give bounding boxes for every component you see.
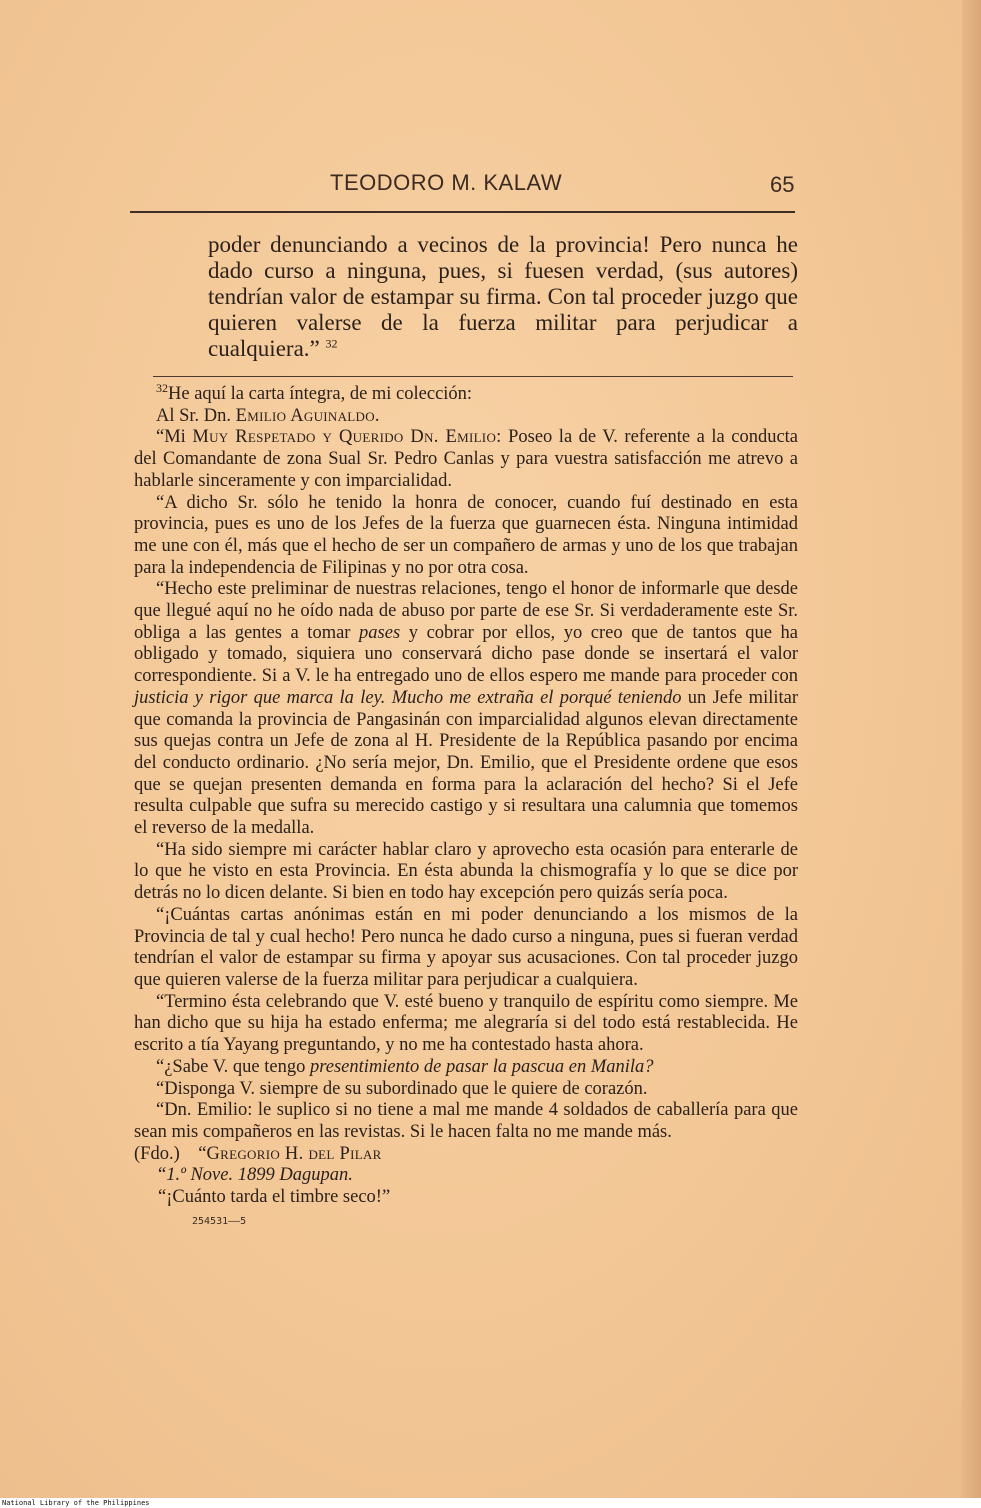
paragraph-3-text-c: un Jefe militar que comanda la provincia de Pangasinán con imparcialidad algunos elevan directamente sus quejas contra un Jefe de zona al H. Presidente de la República pasando por encima del conducto ordinario. ¿No sería mejor, Dn. Emilio, que el Presidente ordene que esos que se quejan presenten demanda en forma para la aclaración del hecho? Si el Jefe resulta culpable que sufra su merecido castigo y si resultara una calumnia que tomemos el reverso de la medalla. (134, 687, 798, 839)
page-number: 65 (770, 172, 795, 197)
running-title: TEODORO M. KALAW (330, 170, 563, 195)
source-credit: National Library of the Philippines (2, 1499, 150, 1507)
page-edge (962, 0, 981, 1500)
signature-prefix: (Fdo.) (134, 1143, 180, 1164)
letter-dateline (134, 1165, 798, 1187)
signature-name: Gregorio H. del Pilar (206, 1143, 382, 1164)
block-quote (208, 232, 798, 362)
salutation: Muy Respetado y Querido Dn. Emilio: (192, 427, 502, 448)
paragraph-7-emphasis: presentimiento de pasar la pascua en Manila? (309, 1056, 654, 1077)
paragraph-7-text: “¿Sabe V. que tengo (156, 1056, 306, 1077)
footnote-number: 32 (156, 380, 168, 395)
letter-paragraph-4: “Ha sido siempre mi carácter hablar claro y aprovecho esta ocasión para enterarle de lo que he visto en esta Provincia. En ésta abunda la chismografía y lo que se dice por detrás no lo dicen delante. Si bien en todo hay excepción pero quizás sería poca. (134, 839, 798, 904)
salutation-open: “Mi (156, 427, 186, 448)
footnote-section (134, 380, 799, 1229)
signature-quote-mark: “ (198, 1143, 207, 1164)
block-quote-text: poder denunciando a vecinos de la provincia! Pero nunca he dado curso a ninguna, pues, si fuesen verdad, (sus autores) tendrían valor de estampar su firma. Con tal proceder juzgo que quieren valerse de la fuerza militar para perjudicar a cualquiera.” (208, 232, 798, 361)
footnote-intro-text: He aquí la carta íntegra, de mi colección: (168, 384, 473, 404)
letter-paragraph-2: “A dicho Sr. sólo he tenido la honra de conocer, cuando fuí destinado en esta provincia, pues es uno de los Jefes de la fuerza que guarnecen ésta. Ninguna intimidad me une con él, más que el hecho de ser un compañero de armas y uno de los que trabajan para la independencia de Filipinas y no por otra cosa. (134, 492, 798, 578)
dateline-quote-mark: “ (158, 1165, 167, 1186)
paragraph-3-emphasis-1: pases (359, 622, 401, 643)
footnote-intro (134, 380, 798, 406)
paragraph-3-emphasis-2: justicia y rigor que marca la ley. Mucho me extraña el porqué teniendo (134, 687, 682, 708)
footnote-rule (153, 376, 793, 377)
footnote-reference: 32 (325, 336, 338, 351)
print-mark: 254531——5 (192, 1215, 247, 1227)
letter-paragraph-6: “Termino ésta celebrando que V. esté bueno y tranquilo de espíritu como siempre. Me han dicho que su hija ha estado enferma; me alegraría si del todo está restablecida. He escrito a tía Yayang preguntando, y no me ha contestado hasta ahora. (134, 991, 798, 1056)
addressee-name: Emilio Aguinaldo. (235, 405, 380, 426)
header-rule (130, 211, 795, 213)
paragraph-3-text-b: y cobrar por ellos, yo creo que de tantos que ha obligado y tomado, siquiera uno conservará dicho pase donde se insertará el valor correspondiente. Si a V. le ha entregado uno de ellos espero me mande para proceder con (134, 622, 799, 687)
letter-closing: “¡Cuánto tarda el timbre seco!” (158, 1187, 391, 1208)
letter-signature (134, 1144, 798, 1166)
paragraph-1-text: Poseo la de V. referente a la conducta del Comandante de zona Sual Sr. Pedro Canlas y para vuestra satisfacción me atrevo a hablarle sinceramente y con imparcialidad. (134, 427, 799, 491)
letter-paragraph-5: “¡Cuántas cartas anónimas están en mi poder denunciando a los mismos de la Provincia de tal y cual hecho! Pero nunca he dado curso a ninguna, pues si fueran verdad tendrían el valor de estampar su firma y apoyar sus acusaciones. Con tal proceder juzgo que quieren valerse de la fuerza militar para perjudicar a cualquiera. (134, 904, 798, 990)
letter-addressee (134, 406, 798, 428)
paragraph-3-text-a: “Hecho este preliminar de nuestras relaciones, tengo el honor de informarle que desde que llegué aquí no he oído nada de abuso por parte de ese Sr. Si verdaderamente este Sr. obliga a las gentes a tomar (134, 579, 798, 643)
letter-paragraph-3 (134, 579, 798, 839)
addressee-prefix: Al Sr. Dn. (156, 405, 232, 426)
letter-paragraph-9: “Dn. Emilio: le suplico si no tiene a mal me mande 4 soldados de caballería para que sean mis compañeros en las revistas. Si le hacen falta no me mande más. (134, 1100, 798, 1142)
letter-paragraph-1 (134, 427, 798, 492)
letter-paragraph-8: “Disponga V. siempre de su subordinado que le quiere de corazón. (156, 1078, 648, 1099)
dateline-text: 1.º Nove. 1899 Dagupan. (166, 1165, 353, 1186)
letter-paragraph-7 (134, 1057, 798, 1079)
